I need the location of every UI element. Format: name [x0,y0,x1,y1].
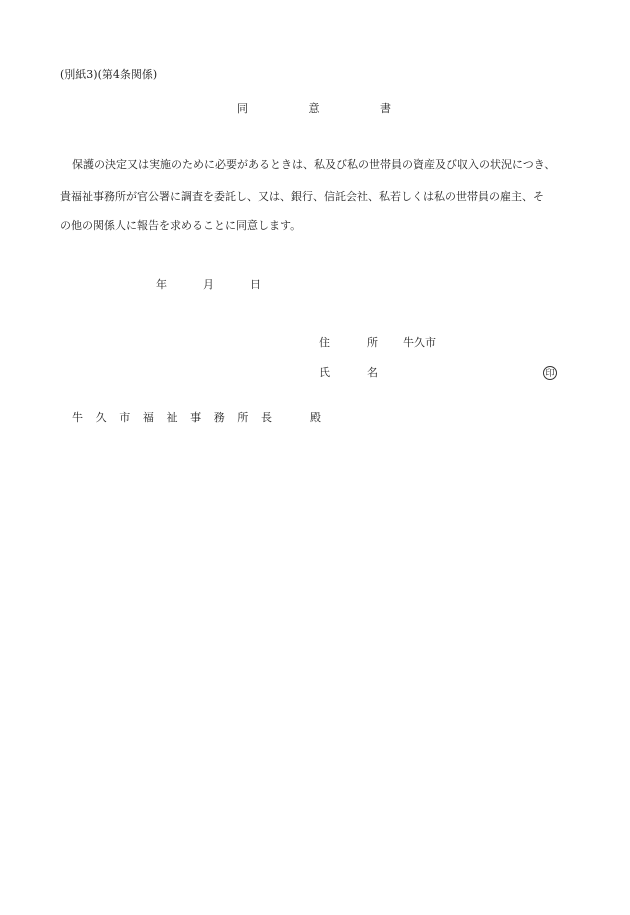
honorific: 殿 [310,411,321,424]
name-label-char: 氏 [319,366,330,379]
document-title [237,102,391,116]
title-char: 意 [308,102,320,115]
form-reference: (別紙3)(第4条関係) [60,68,158,81]
title-char: 同 [237,102,248,115]
addressee-char: 久 [95,411,107,424]
addressee-char: 務 [213,411,225,424]
body-line-2: 貴福祉事務所が官公署に調査を委託し、又は、銀行、信託会社、私若しくは私の世帯員の雇主、そ [60,190,544,203]
addressee-char: 所 [237,411,249,424]
body-line-3: の他の関係人に報告を求めることに同意します。 [60,219,302,232]
body-line-1: 保護の決定又は実施のために必要があるときは、私及び私の世帯員の資産及び収入の状況につき、 [72,158,556,171]
addressee-char: 祉 [166,411,178,424]
addressee-char: 長 [261,411,272,424]
address-label-char: 住 [319,336,330,349]
addressee-char: 牛 [72,411,83,424]
address-label-char: 所 [367,336,378,349]
addressee-char: 市 [119,411,131,424]
seal-mark: 印 [543,366,557,380]
title-char: 書 [380,102,391,115]
date-day-label: 日 [250,278,261,291]
address-value: 牛久市 [403,336,436,349]
name-label-char: 名 [367,366,378,379]
addressee [72,411,272,425]
addressee-char: 福 [142,411,154,424]
date-month-label: 月 [203,278,214,291]
addressee-char: 事 [190,411,202,424]
date-year-label: 年 [156,278,167,291]
